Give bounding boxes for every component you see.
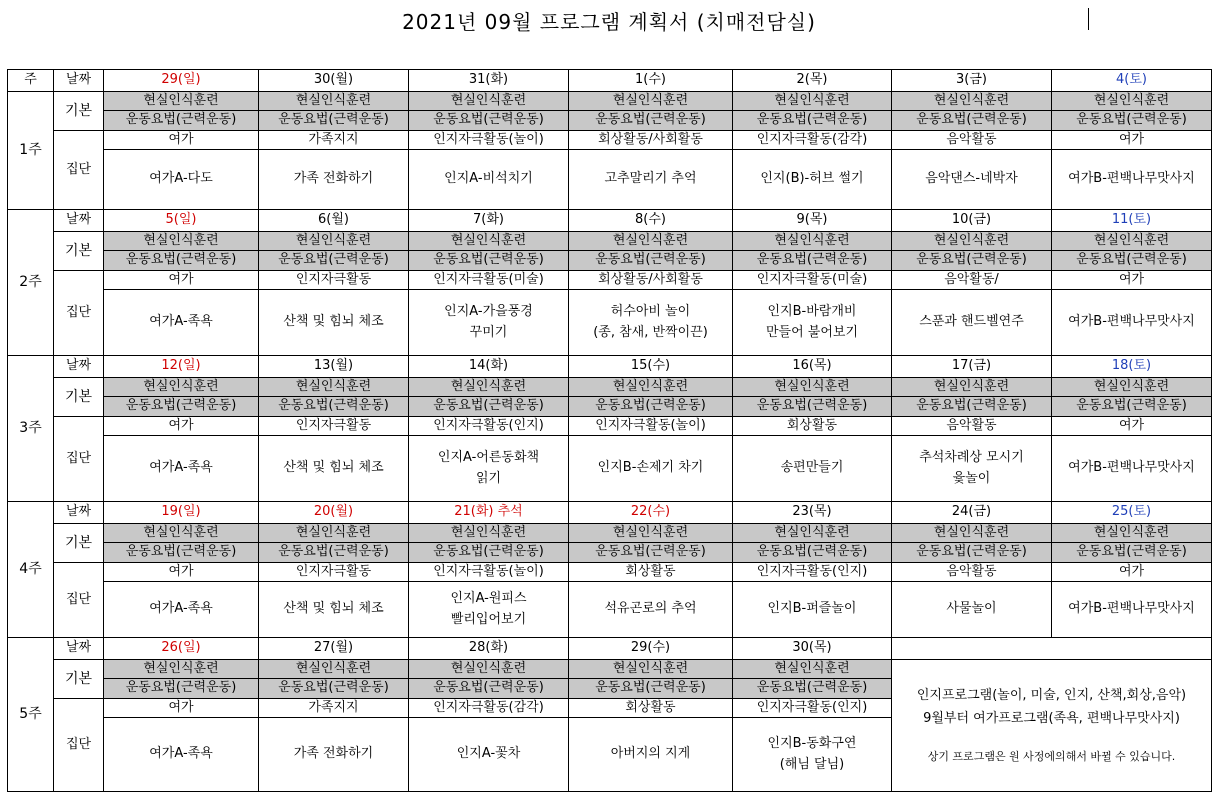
activity-type-cell: 인지자극활동 <box>259 271 409 290</box>
activity-type-cell: 여가 <box>1052 271 1212 290</box>
day-cell: 27(월) <box>259 638 409 660</box>
basic-training-cell: 현실인식훈련 <box>569 660 733 679</box>
program-line: 허수아비 놀이 <box>610 303 691 319</box>
day-cell: 21(화) 추석 <box>409 502 569 524</box>
basic-training-cell: 현실인식훈련 <box>1052 92 1212 111</box>
activity-type-cell: 여가 <box>104 417 259 436</box>
day-cell: 1(수) <box>569 70 733 92</box>
exercise-therapy-cell: 운동요법(근력운동) <box>409 251 569 271</box>
exercise-therapy-cell: 운동요법(근력운동) <box>409 543 569 563</box>
basic-row <box>8 251 1212 271</box>
exercise-therapy-cell: 운동요법(근력운동) <box>104 679 259 699</box>
basic-label: 기본 <box>54 378 104 417</box>
basic-training-cell: 현실인식훈련 <box>409 524 569 543</box>
note-line2: 9월부터 여가프로그램(족욕, 편백나무맛사지) <box>923 710 1180 726</box>
program-cell <box>1052 582 1212 638</box>
activity-type-cell: 음악활동 <box>892 131 1052 150</box>
exercise-therapy-cell: 운동요법(근력운동) <box>569 543 733 563</box>
basic-row <box>8 378 1212 397</box>
program-row <box>8 290 1212 356</box>
basic-training-cell: 현실인식훈련 <box>733 660 892 679</box>
basic-training-cell: 현실인식훈련 <box>1052 378 1212 397</box>
activity-type-cell: 인지자극활동(미술) <box>409 271 569 290</box>
activity-row <box>8 417 1212 436</box>
activity-type-cell: 가족지지 <box>259 131 409 150</box>
program-cell <box>1052 290 1212 356</box>
program-cell <box>104 718 259 792</box>
activity-type-cell: 여가 <box>104 563 259 582</box>
notes-cell <box>892 660 1212 792</box>
day-cell: 26(일) <box>104 638 259 660</box>
program-line: 추석차례상 모시기 <box>919 449 1024 465</box>
day-cell: 17(금) <box>892 356 1052 378</box>
basic-training-cell: 현실인식훈련 <box>569 92 733 111</box>
exercise-therapy-cell: 운동요법(근력운동) <box>259 397 409 417</box>
basic-training-cell: 현실인식훈련 <box>892 524 1052 543</box>
program-cell <box>569 718 733 792</box>
basic-training-cell: 현실인식훈련 <box>733 524 892 543</box>
activity-type-cell: 회상활동 <box>569 699 733 718</box>
header-row <box>8 70 1212 92</box>
group-label: 집단 <box>54 131 104 210</box>
program-cell <box>104 150 259 210</box>
basic-training-cell: 현실인식훈련 <box>733 378 892 397</box>
activity-type-cell: 인지자극활동(미술) <box>733 271 892 290</box>
program-line: 인지B-손제기 차기 <box>597 460 704 476</box>
program-line: 꾸미기 <box>469 324 508 340</box>
exercise-therapy-cell: 운동요법(근력운동) <box>733 397 892 417</box>
day-cell: 22(수) <box>569 502 733 524</box>
exercise-therapy-cell: 운동요법(근력운동) <box>892 543 1052 563</box>
day-cell: 12(일) <box>104 356 259 378</box>
basic-training-cell: 현실인식훈련 <box>1052 232 1212 251</box>
program-row <box>8 582 1212 638</box>
activity-type-cell: 인지자극활동 <box>259 563 409 582</box>
date-label: 날짜 <box>54 638 104 660</box>
date-row <box>8 638 1212 660</box>
exercise-therapy-cell: 운동요법(근력운동) <box>733 543 892 563</box>
basic-training-cell: 현실인식훈련 <box>259 232 409 251</box>
program-cell <box>733 582 892 638</box>
basic-row <box>8 660 1212 679</box>
program-line: 인지(B)-허브 썰기 <box>760 171 864 187</box>
program-cell <box>409 436 569 502</box>
activity-type-cell: 여가 <box>1052 131 1212 150</box>
activity-type-cell: 인지자극활동(놀이) <box>569 417 733 436</box>
program-cell <box>1052 150 1212 210</box>
program-cell <box>104 436 259 502</box>
program-plan-table <box>7 69 1212 792</box>
program-line: 만들어 불어보기 <box>765 324 859 340</box>
basic-row <box>8 524 1212 543</box>
exercise-therapy-cell: 운동요법(근력운동) <box>1052 251 1212 271</box>
basic-row <box>8 111 1212 131</box>
date-row <box>8 356 1212 378</box>
basic-training-cell: 현실인식훈련 <box>569 524 733 543</box>
basic-training-cell: 현실인식훈련 <box>733 232 892 251</box>
program-cell <box>259 436 409 502</box>
activity-type-cell: 인지자극활동(인지) <box>409 417 569 436</box>
page-title: 2021년 09월 프로그램 계획서 (치매전담실) <box>402 10 816 34</box>
program-cell <box>733 436 892 502</box>
program-line: 여가A-족욕 <box>149 460 213 476</box>
basic-training-cell: 현실인식훈련 <box>733 92 892 111</box>
basic-training-cell: 현실인식훈련 <box>409 92 569 111</box>
program-line: 송편만들기 <box>780 460 844 476</box>
program-cell <box>569 150 733 210</box>
date-header: 날짜 <box>54 70 104 92</box>
day-cell: 18(토) <box>1052 356 1212 378</box>
program-cell <box>892 436 1052 502</box>
program-line: 여가B-편백나무맛사지 <box>1068 601 1195 617</box>
basic-training-cell: 현실인식훈련 <box>892 232 1052 251</box>
day-cell: 14(화) <box>409 356 569 378</box>
program-cell <box>892 582 1052 638</box>
activity-type-cell: 인지자극활동(놀이) <box>409 563 569 582</box>
date-label: 날짜 <box>54 502 104 524</box>
activity-type-cell: 인지자극활동(감각) <box>409 699 569 718</box>
date-label: 날짜 <box>54 210 104 232</box>
activity-type-cell: 회상활동/사회활동 <box>569 131 733 150</box>
program-line: 빨리입어보기 <box>450 611 527 627</box>
program-line: 인지B-퍼즐놀이 <box>767 601 857 617</box>
day-cell: 8(수) <box>569 210 733 232</box>
day-cell: 5(일) <box>104 210 259 232</box>
activity-type-cell: 인지자극활동(감각) <box>733 131 892 150</box>
program-line: 음악댄스-네박자 <box>925 171 1018 187</box>
program-line: 사물놀이 <box>946 601 997 617</box>
program-line: 인지A-어른동화책 <box>437 449 540 465</box>
basic-training-cell: 현실인식훈련 <box>259 660 409 679</box>
exercise-therapy-cell: 운동요법(근력운동) <box>1052 543 1212 563</box>
note-line3: 상기 프로그램은 원 사정에의해서 바뀔 수 있습니다. <box>927 749 1176 763</box>
day-cell: 23(목) <box>733 502 892 524</box>
basic-row <box>8 543 1212 563</box>
exercise-therapy-cell: 운동요법(근력운동) <box>733 111 892 131</box>
program-cell <box>733 290 892 356</box>
basic-training-cell: 현실인식훈련 <box>409 660 569 679</box>
exercise-therapy-cell: 운동요법(근력운동) <box>1052 111 1212 131</box>
program-cell <box>892 290 1052 356</box>
program-line: 아버지의 지게 <box>610 746 691 762</box>
program-line: 여가B-편백나무맛사지 <box>1068 314 1195 330</box>
program-line: 인지A-원피스 <box>450 590 527 606</box>
program-cell <box>1052 436 1212 502</box>
date-row <box>8 502 1212 524</box>
week-label: 4주 <box>8 502 54 638</box>
basic-training-cell: 현실인식훈련 <box>892 92 1052 111</box>
basic-training-cell: 현실인식훈련 <box>104 660 259 679</box>
activity-type-cell: 회상활동/사회활동 <box>569 271 733 290</box>
date-label: 날짜 <box>54 356 104 378</box>
program-line: 여가A-족욕 <box>149 314 213 330</box>
program-line: 인지B-동화구연 <box>767 735 857 751</box>
program-cell <box>259 718 409 792</box>
group-label: 집단 <box>54 271 104 356</box>
exercise-therapy-cell: 운동요법(근력운동) <box>733 251 892 271</box>
exercise-therapy-cell: 운동요법(근력운동) <box>104 111 259 131</box>
program-line: 산책 및 힘뇌 체조 <box>283 314 384 330</box>
group-label: 집단 <box>54 417 104 502</box>
program-cell <box>409 582 569 638</box>
day-cell: 30(목) <box>733 638 892 660</box>
exercise-therapy-cell: 운동요법(근력운동) <box>259 679 409 699</box>
day-cell: 11(토) <box>1052 210 1212 232</box>
basic-row <box>8 397 1212 417</box>
program-line: 읽기 <box>475 470 502 486</box>
program-line: 인지A-비석치기 <box>444 171 533 187</box>
basic-training-cell: 현실인식훈련 <box>409 232 569 251</box>
exercise-therapy-cell: 운동요법(근력운동) <box>104 543 259 563</box>
day-cell: 30(월) <box>259 70 409 92</box>
text-cursor <box>1088 8 1089 30</box>
program-cell <box>409 290 569 356</box>
basic-label: 기본 <box>54 232 104 271</box>
basic-label: 기본 <box>54 92 104 131</box>
day-cell: 31(화) <box>409 70 569 92</box>
exercise-therapy-cell: 운동요법(근력운동) <box>1052 397 1212 417</box>
activity-type-cell: 인지자극활동 <box>259 417 409 436</box>
week-label: 3주 <box>8 356 54 502</box>
program-row <box>8 150 1212 210</box>
program-line: 인지A-꽃차 <box>456 746 521 762</box>
day-cell: 13(월) <box>259 356 409 378</box>
basic-training-cell: 현실인식훈련 <box>259 524 409 543</box>
basic-training-cell: 현실인식훈련 <box>1052 524 1212 543</box>
program-line: (해님 달님) <box>779 756 845 772</box>
day-cell: 29(일) <box>104 70 259 92</box>
day-cell: 10(금) <box>892 210 1052 232</box>
program-cell <box>569 436 733 502</box>
basic-training-cell: 현실인식훈련 <box>259 378 409 397</box>
activity-type-cell: 여가 <box>104 699 259 718</box>
exercise-therapy-cell: 운동요법(근력운동) <box>892 251 1052 271</box>
program-line: 여가A-족욕 <box>149 601 213 617</box>
program-line: 여가B-편백나무맛사지 <box>1068 460 1195 476</box>
day-cell: 25(토) <box>1052 502 1212 524</box>
day-cell: 3(금) <box>892 70 1052 92</box>
program-cell <box>259 582 409 638</box>
activity-type-cell: 음악활동 <box>892 563 1052 582</box>
program-line: 윷놀이 <box>952 470 991 486</box>
program-cell <box>409 150 569 210</box>
day-cell: 2(목) <box>733 70 892 92</box>
day-cell: 4(토) <box>1052 70 1212 92</box>
activity-type-cell: 회상활동 <box>569 563 733 582</box>
exercise-therapy-cell: 운동요법(근력운동) <box>733 679 892 699</box>
program-line: 인지B-바람개비 <box>767 303 857 319</box>
activity-type-cell: 여가 <box>1052 563 1212 582</box>
activity-type-cell: 인지자극활동(인지) <box>733 563 892 582</box>
activity-type-cell: 여가 <box>104 131 259 150</box>
exercise-therapy-cell: 운동요법(근력운동) <box>409 111 569 131</box>
program-line: 가족 전화하기 <box>293 746 374 762</box>
program-cell <box>733 150 892 210</box>
program-line: 여가A-족욕 <box>149 746 213 762</box>
program-row <box>8 436 1212 502</box>
basic-training-cell: 현실인식훈련 <box>892 378 1052 397</box>
day-cell: 7(화) <box>409 210 569 232</box>
exercise-therapy-cell: 운동요법(근력운동) <box>259 111 409 131</box>
exercise-therapy-cell: 운동요법(근력운동) <box>259 251 409 271</box>
basic-training-cell: 현실인식훈련 <box>569 378 733 397</box>
exercise-therapy-cell: 운동요법(근력운동) <box>409 397 569 417</box>
basic-training-cell: 현실인식훈련 <box>569 232 733 251</box>
basic-label: 기본 <box>54 524 104 563</box>
basic-row <box>8 92 1212 111</box>
day-cell: 28(화) <box>409 638 569 660</box>
activity-type-cell: 회상활동 <box>733 417 892 436</box>
activity-type-cell: 음악활동/ <box>892 271 1052 290</box>
note-line1: 인지프로그램(놀이, 미술, 인지, 산책,회상,음악) <box>916 688 1187 704</box>
program-cell <box>259 150 409 210</box>
day-cell: 20(월) <box>259 502 409 524</box>
program-cell <box>569 582 733 638</box>
basic-training-cell: 현실인식훈련 <box>104 524 259 543</box>
activity-type-cell: 여가 <box>1052 417 1212 436</box>
activity-type-cell: 음악활동 <box>892 417 1052 436</box>
exercise-therapy-cell: 운동요법(근력운동) <box>104 397 259 417</box>
program-line: 고추말리기 추억 <box>604 171 697 187</box>
day-cell: 24(금) <box>892 502 1052 524</box>
activity-type-cell: 인지자극활동(인지) <box>733 699 892 718</box>
program-line: (종, 참새, 반짝이끈) <box>593 324 708 340</box>
exercise-therapy-cell: 운동요법(근력운동) <box>569 679 733 699</box>
day-cell: 6(월) <box>259 210 409 232</box>
day-cell: 29(수) <box>569 638 733 660</box>
activity-row <box>8 271 1212 290</box>
program-cell <box>409 718 569 792</box>
program-line: 산책 및 힘뇌 체조 <box>283 460 384 476</box>
program-line: 스푼과 핸드벨연주 <box>919 314 1024 330</box>
date-row <box>8 210 1212 232</box>
day-cell: 16(목) <box>733 356 892 378</box>
program-cell <box>104 290 259 356</box>
exercise-therapy-cell: 운동요법(근력운동) <box>569 397 733 417</box>
empty-cell <box>892 638 1212 660</box>
program-line: 인지A-가을풍경 <box>444 303 533 319</box>
exercise-therapy-cell: 운동요법(근력운동) <box>569 111 733 131</box>
program-line: 여가B-편백나무맛사지 <box>1068 171 1195 187</box>
week-label: 2주 <box>8 210 54 356</box>
program-cell <box>569 290 733 356</box>
exercise-therapy-cell: 운동요법(근력운동) <box>569 251 733 271</box>
exercise-therapy-cell: 운동요법(근력운동) <box>892 397 1052 417</box>
basic-label: 기본 <box>54 660 104 699</box>
program-cell <box>733 718 892 792</box>
basic-training-cell: 현실인식훈련 <box>104 232 259 251</box>
exercise-therapy-cell: 운동요법(근력운동) <box>104 251 259 271</box>
day-cell: 9(목) <box>733 210 892 232</box>
exercise-therapy-cell: 운동요법(근력운동) <box>892 111 1052 131</box>
basic-training-cell: 현실인식훈련 <box>104 378 259 397</box>
activity-row <box>8 131 1212 150</box>
program-line: 석유곤로의 추억 <box>604 601 697 617</box>
group-label: 집단 <box>54 699 104 792</box>
day-cell: 15(수) <box>569 356 733 378</box>
program-cell <box>104 582 259 638</box>
program-line: 가족 전화하기 <box>293 171 374 187</box>
program-line: 여가A-다도 <box>149 171 213 187</box>
week-label: 5주 <box>8 638 54 792</box>
basic-training-cell: 현실인식훈련 <box>104 92 259 111</box>
activity-type-cell: 인지자극활동(놀이) <box>409 131 569 150</box>
exercise-therapy-cell: 운동요법(근력운동) <box>259 543 409 563</box>
basic-row <box>8 232 1212 251</box>
program-cell <box>892 150 1052 210</box>
activity-type-cell: 가족지지 <box>259 699 409 718</box>
basic-training-cell: 현실인식훈련 <box>409 378 569 397</box>
exercise-therapy-cell: 운동요법(근력운동) <box>409 679 569 699</box>
group-label: 집단 <box>54 563 104 638</box>
activity-type-cell: 여가 <box>104 271 259 290</box>
activity-row <box>8 563 1212 582</box>
basic-training-cell: 현실인식훈련 <box>259 92 409 111</box>
week-header: 주 <box>8 70 54 92</box>
day-cell: 19(일) <box>104 502 259 524</box>
program-line: 산책 및 힘뇌 체조 <box>283 601 384 617</box>
week-label: 1주 <box>8 92 54 210</box>
program-cell <box>259 290 409 356</box>
